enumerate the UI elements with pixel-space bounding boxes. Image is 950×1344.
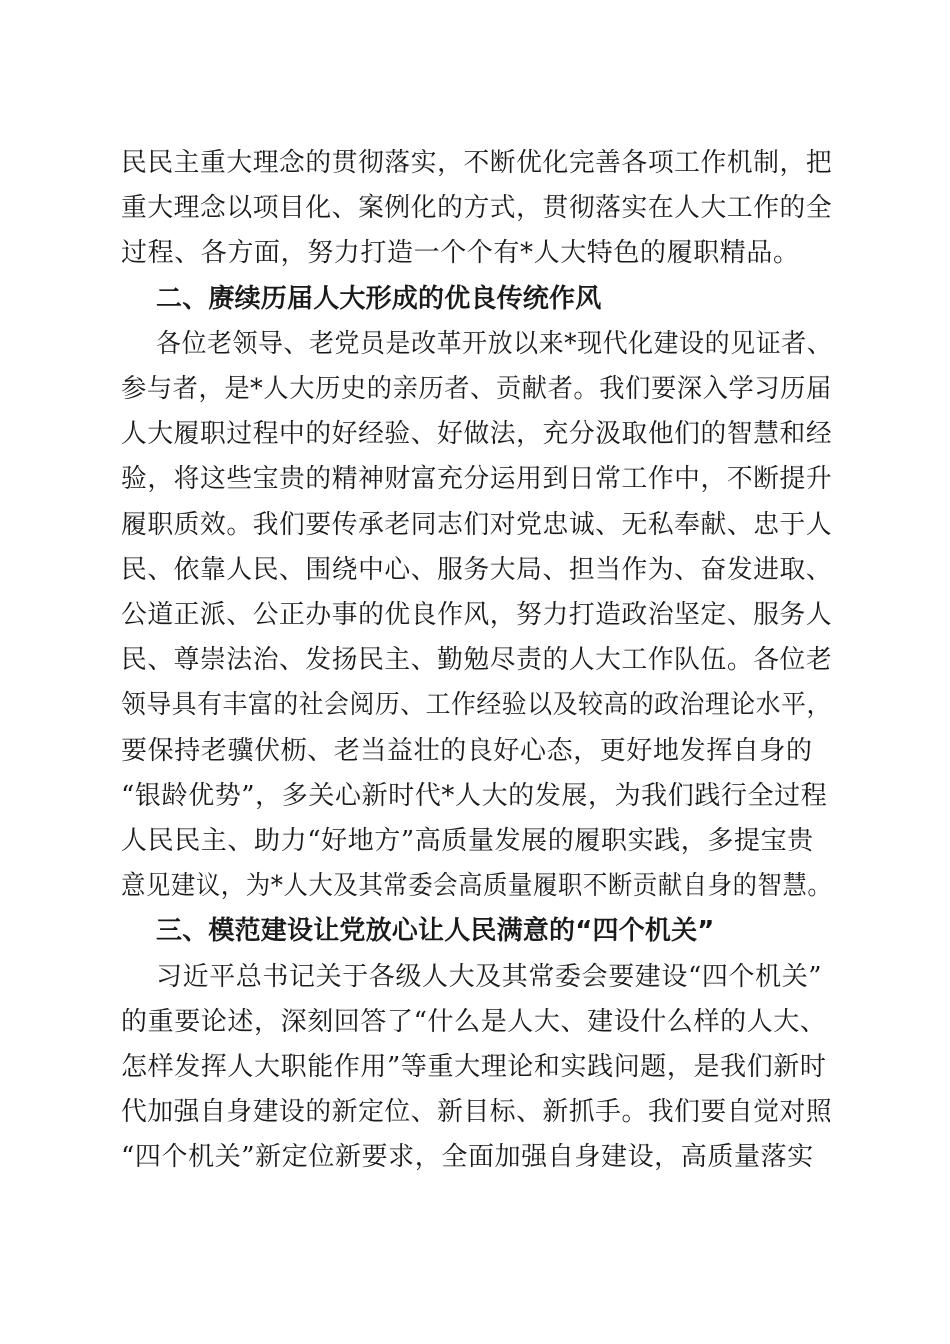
- text-line-3: 过程、各方面，努力打造一个个有*人大特色的履职精品。: [121, 238, 800, 268]
- text-line-5: 各位老领导、老党员是改革开放以来*现代化建设的见证者、: [156, 329, 833, 359]
- text-line-16: 人民民主、助力“好地方”高质量发展的履职实践，多提宝贵: [121, 826, 814, 856]
- text-line-7: 人大履职过程中的好经验、好做法，充分汲取他们的智慧和经: [121, 419, 833, 449]
- text-line-10: 民、依靠人民、围绕中心、服务大局、担当作为、奋发进取、: [121, 555, 833, 585]
- text-line-19: 习近平总书记关于各级人大及其常委会要建设“四个机关”: [156, 962, 823, 992]
- text-line-6: 参与者，是*人大历史的亲历者、贡献者。我们要深入学习历届: [121, 374, 832, 404]
- text-line-13: 领导具有丰富的社会阅历、工作经验以及较高的政治理论水平，: [121, 690, 832, 720]
- text-line-1: 民民主重大理念的贯彻落实，不断优化完善各项工作机制，把: [121, 148, 833, 178]
- section-heading-2: 二、赓续历届人大形成的优良传统作风: [156, 284, 602, 314]
- text-line-22: 代加强自身建设的新定位、新目标、新抓手。我们要自觉对照: [121, 1097, 833, 1127]
- text-line-17: 意见建议，为*人大及其常委会高质量履职不断贡献自身的智慧。: [121, 871, 833, 901]
- text-line-8: 验，将这些宝贵的精神财富充分运用到日常工作中，不断提升: [121, 464, 833, 494]
- text-line-15: “银龄优势”，多关心新时代*人大的发展，为我们践行全过程: [121, 781, 828, 811]
- text-line-14: 要保持老骥伏枥、老当益壮的良好心态，更好地发挥自身的: [121, 736, 813, 766]
- section-heading-3: 三、模范建设让党放心让人民满意的“四个机关”: [156, 916, 715, 946]
- text-line-21: 怎样发挥人大职能作用”等重大理论和实践问题，是我们新时: [121, 1052, 827, 1082]
- text-line-11: 公道正派、公正办事的优良作风，努力打造政治坚定、服务人: [121, 600, 833, 630]
- text-line-20: 的重要论述，深刻回答了“什么是人大、建设什么样的人大、: [121, 1007, 827, 1037]
- text-line-2: 重大理念以项目化、案例化的方式，贯彻落实在人大工作的全: [121, 193, 833, 223]
- text-line-12: 民、尊崇法治、发扬民主、勤勉尽责的人大工作队伍。各位老: [121, 645, 833, 675]
- text-line-9: 履职质效。我们要传承老同志们对党忠诚、无私奉献、忠于人: [121, 510, 833, 540]
- text-line-23: “四个机关”新定位新要求，全面加强自身建设，高质量落实: [121, 1142, 814, 1172]
